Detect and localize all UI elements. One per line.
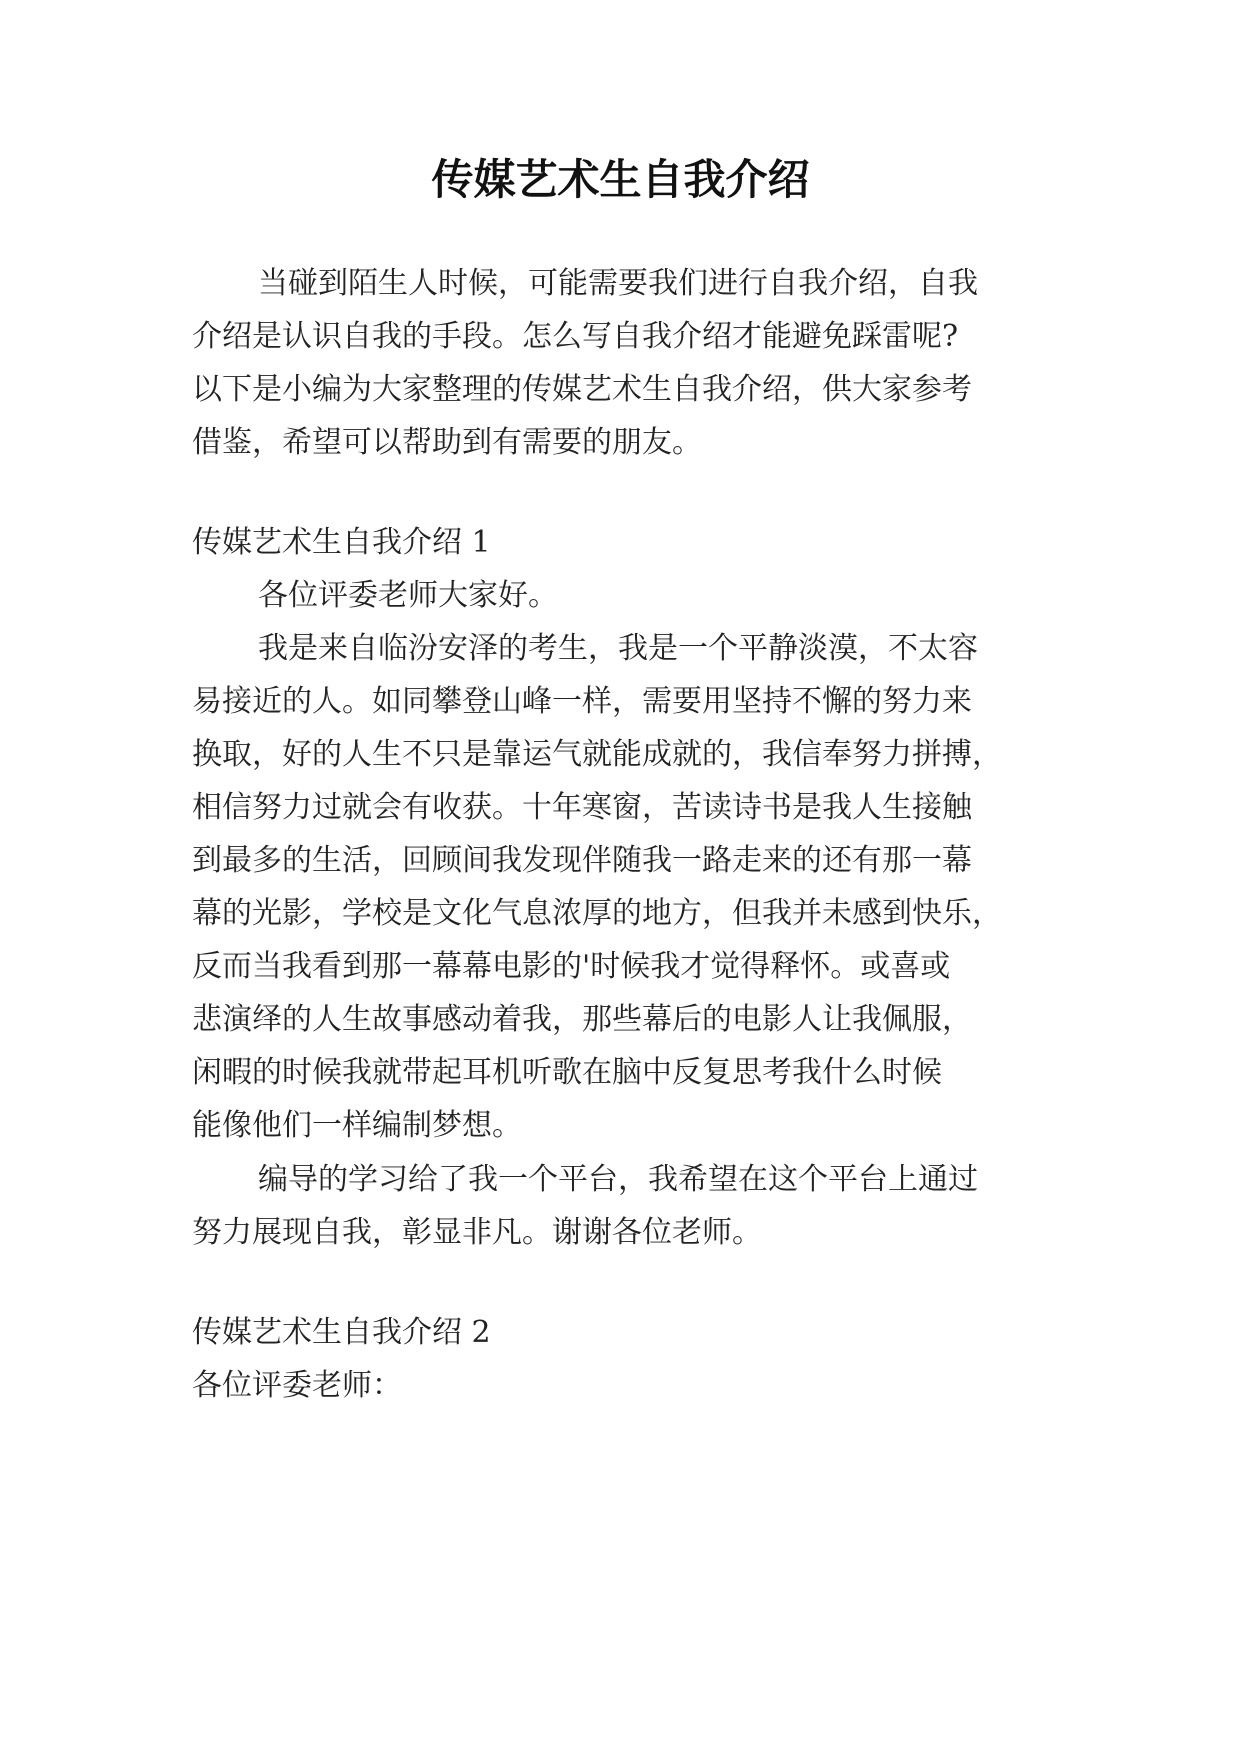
section1-para1-line-3: 换取，好的人生不只是靠运气就能成就的，我信奉努力拼搏，	[192, 737, 1002, 772]
section1-para1-line-9: 闲暇的时候我就带起耳机听歌在脑中反复思考我什么时候	[192, 1055, 942, 1090]
section2-heading: 传媒艺术生自我介绍 2	[192, 1315, 491, 1350]
section1-para1-line-8: 悲演绎的人生故事感动着我，那些幕后的电影人让我佩服，	[192, 1002, 972, 1037]
section1-para1-line-7: 反而当我看到那一幕幕电影的'时候我才觉得释怀。或喜或	[192, 949, 951, 984]
intro-line-4: 借鉴，希望可以帮助到有需要的朋友。	[192, 425, 702, 460]
section1-para1-line-2: 易接近的人。如同攀登山峰一样，需要用坚持不懈的努力来	[192, 684, 972, 719]
section1-para1-line-6: 幕的光影，学校是文化气息浓厚的地方，但我并未感到快乐，	[192, 896, 1002, 931]
section1-para1-line-5: 到最多的生活，回顾间我发现伴随我一路走来的还有那一幕	[192, 843, 972, 878]
intro-line-1: 当碰到陌生人时候，可能需要我们进行自我介绍，自我	[258, 266, 978, 301]
section1-para2-line-1: 编导的学习给了我一个平台，我希望在这个平台上通过	[258, 1162, 978, 1197]
section1-para1-line-10: 能像他们一样编制梦想。	[192, 1108, 522, 1143]
section1-para1-line-4: 相信努力过就会有收获。十年寒窗，苦读诗书是我人生接触	[192, 790, 972, 825]
document-title: 传媒艺术生自我介绍	[431, 155, 810, 204]
section1-greeting: 各位评委老师大家好。	[258, 578, 558, 613]
section1-para1-line-1: 我是来自临汾安泽的考生，我是一个平静淡漠，不太容	[258, 631, 978, 666]
section2-greeting: 各位评委老师：	[192, 1368, 402, 1403]
intro-line-2: 介绍是认识自我的手段。怎么写自我介绍才能避免踩雷呢?	[192, 319, 959, 354]
intro-line-3: 以下是小编为大家整理的传媒艺术生自我介绍，供大家参考	[192, 372, 972, 407]
section1-heading: 传媒艺术生自我介绍 1	[192, 525, 491, 560]
section1-para2-line-2: 努力展现自我，彰显非凡。谢谢各位老师。	[192, 1215, 762, 1250]
